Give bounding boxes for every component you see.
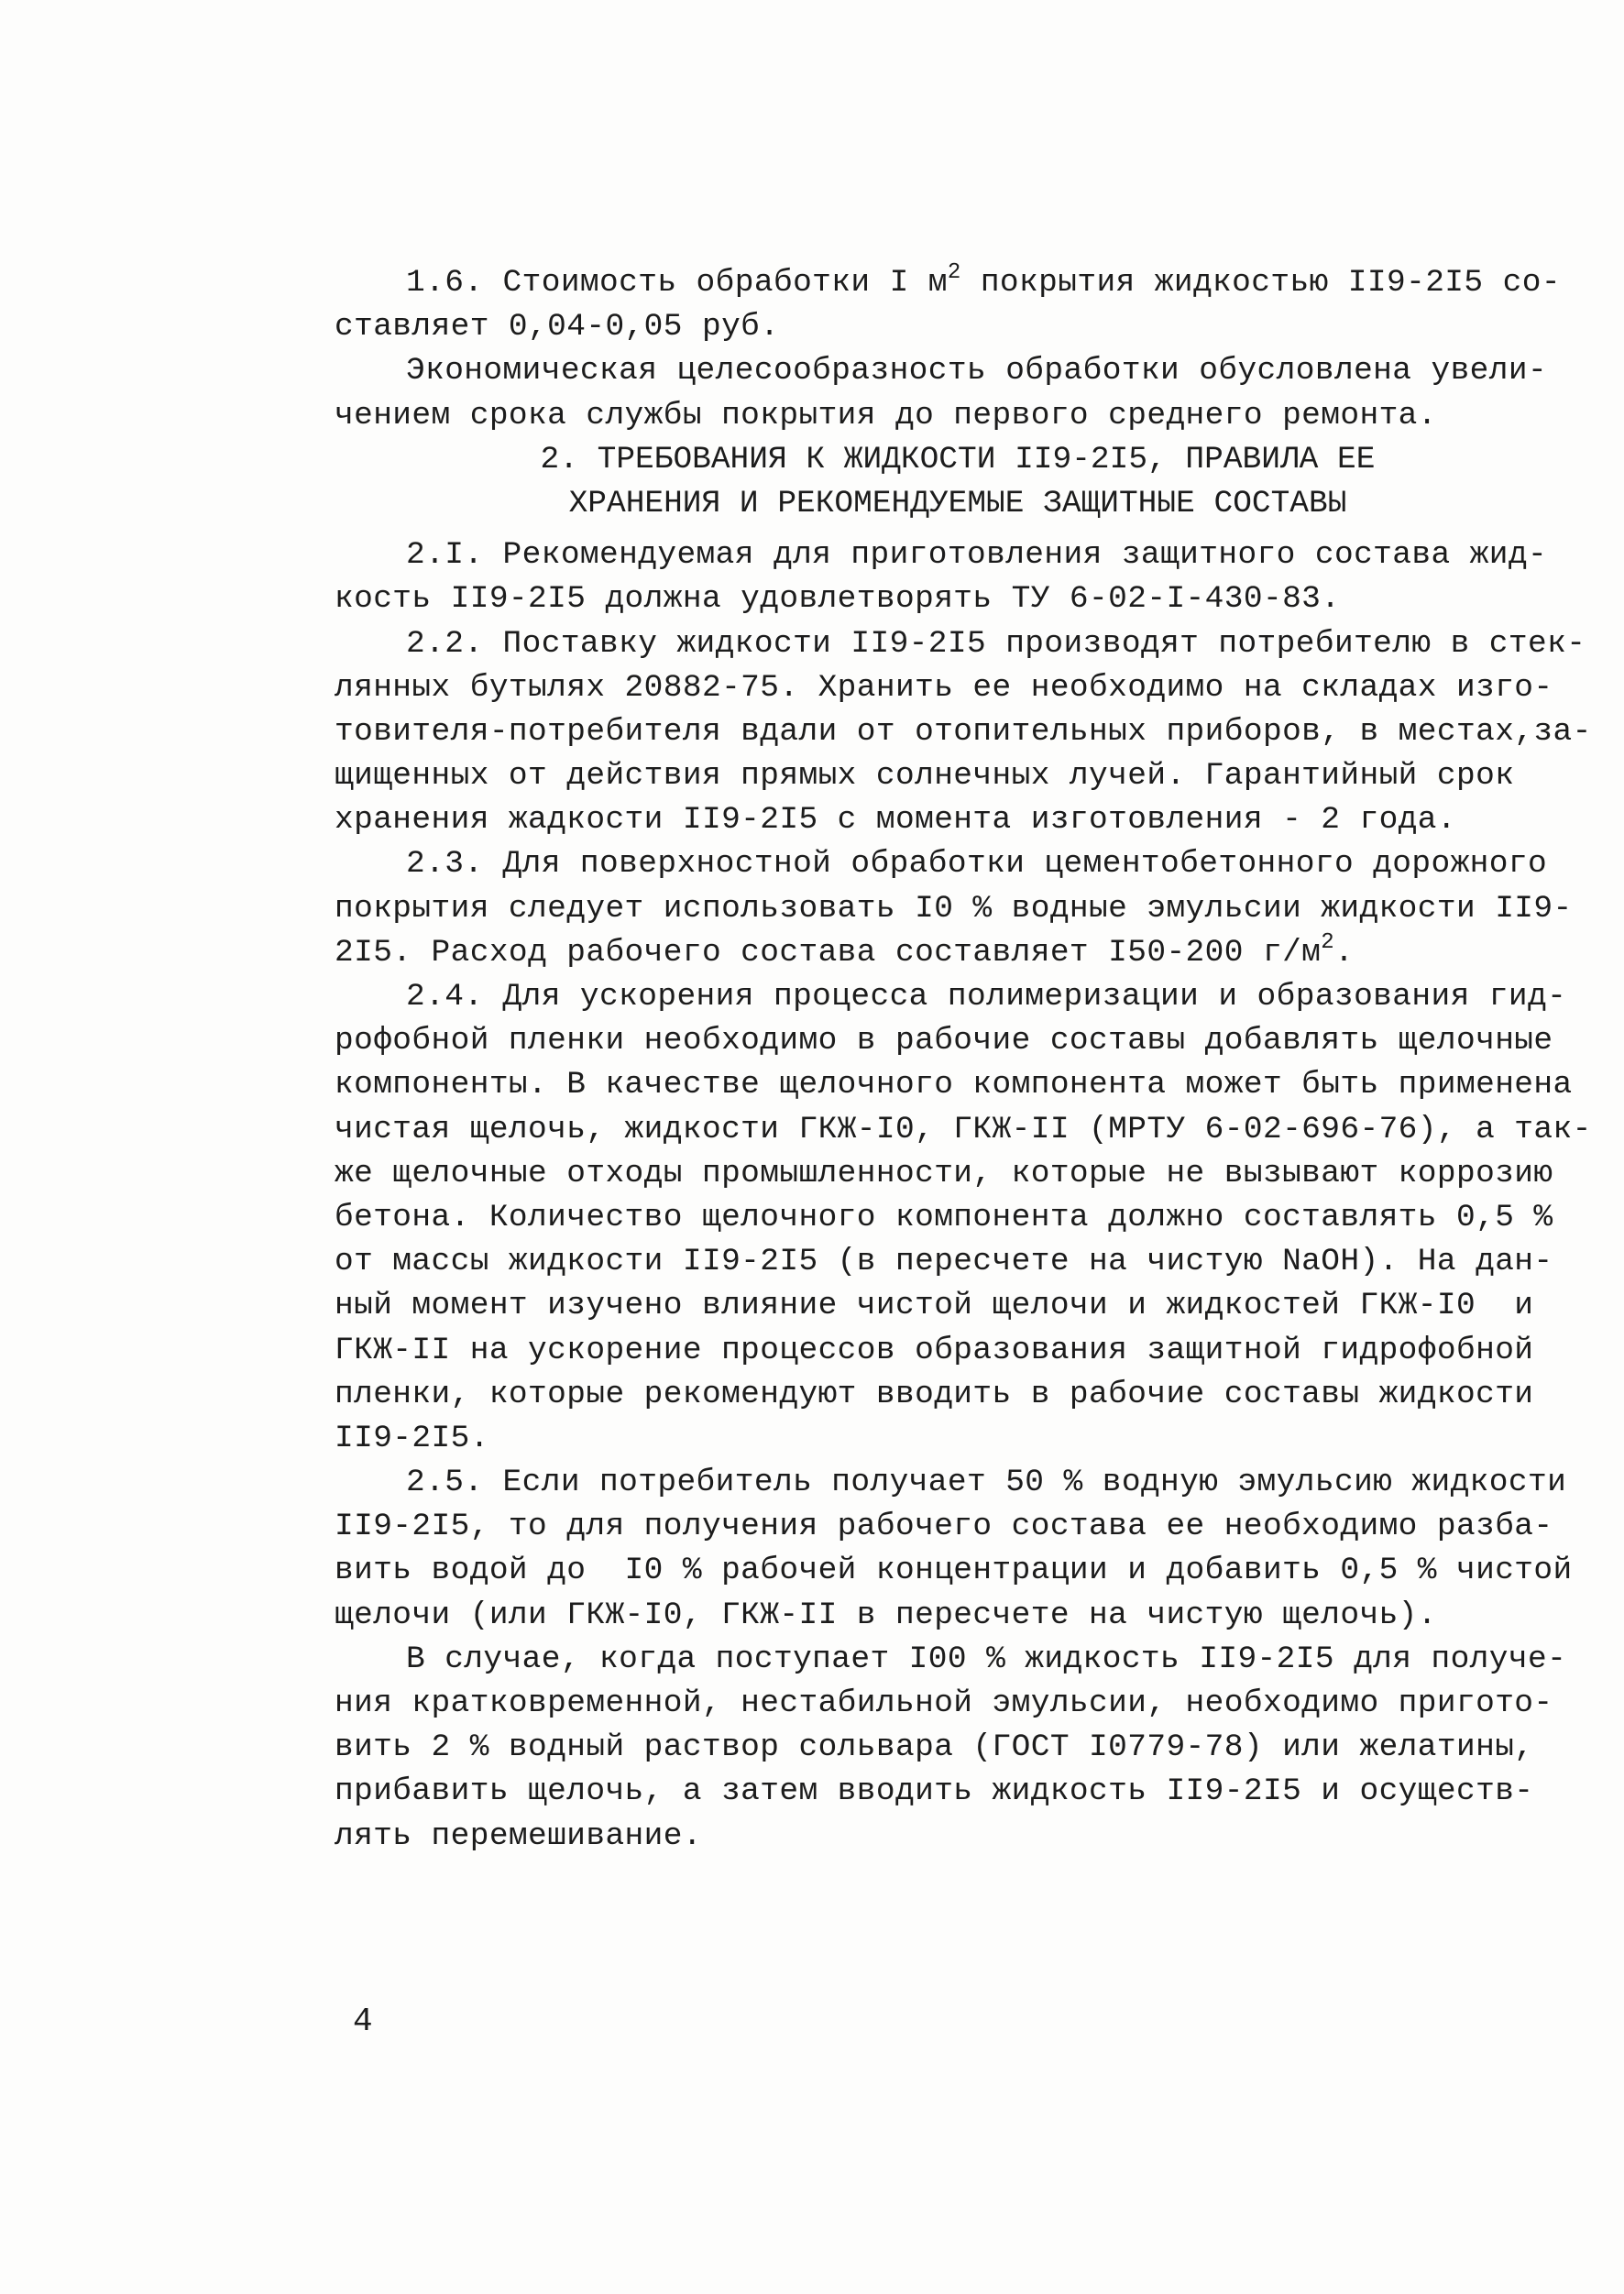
paragraph-2-5-line-9: лять перемешивание. xyxy=(335,1817,702,1854)
paragraph-1-6-line-1 xyxy=(335,260,1561,305)
spacer xyxy=(335,526,1526,533)
paragraph-2-5-line-4: щелочи (или ГКЖ-I0, ГКЖ-II в пересчете на чистую щелочь). xyxy=(335,1597,1437,1633)
paragraph-2-5-line-3: вить водой до I0 % рабочей концентрации и добавить 0,5 % чистой xyxy=(335,1553,1573,1589)
text-run: . xyxy=(1334,934,1355,971)
text-run: покрытия жидкостью II9-2I5 со- xyxy=(960,265,1561,301)
paragraph-2-5-line-6: ния кратковременной, нестабильной эмульсии, необходимо пригото- xyxy=(335,1685,1553,1721)
superscript: 2 xyxy=(1321,929,1335,955)
paragraph-2-2-line-4: щищенных от действия прямых солнечных лучей. Гарантийный срок xyxy=(335,758,1515,795)
paragraph-2-2-line-5: хранения жадкости II9-2I5 с момента изготовления - 2 года. xyxy=(335,802,1456,839)
paragraph-2-2-line-1: 2.2. Поставку жидкости II9-2I5 производят потребителю в стек- xyxy=(406,625,1586,662)
paragraph-2-5-line-8: прибавить щелочь, а затем вводить жидкость II9-2I5 и осуществ- xyxy=(335,1773,1534,1810)
paragraph-2-1-line-1: 2.I. Рекомендуемая для приготовления защитного состава жид- xyxy=(406,537,1548,574)
paragraph-2-5-line-5: В случае, когда поступает I00 % жидкость II9-2I5 для получе- xyxy=(406,1641,1567,1677)
paragraph-2-4-line-5: же щелочные отходы промышленности, которые не вызывают коррозию xyxy=(335,1155,1553,1191)
paragraph-2-5-line-2: II9-2I5, то для получения рабочего состава ее необходимо разба- xyxy=(335,1509,1553,1545)
paragraph-1-6-line-2: ставляет 0,04-0,05 руб. xyxy=(335,309,780,346)
section-2-title-line-2: ХРАНЕНИЯ И РЕКОМЕНДУЕМЫЕ ЗАЩИТНЫЕ СОСТАВЫ xyxy=(568,485,1347,521)
paragraph-2-3-line-3 xyxy=(335,931,1526,975)
text-run: 1.6. Стоимость обработки I м xyxy=(406,265,948,301)
paragraph-2-4-line-11: II9-2I5. xyxy=(335,1420,489,1456)
paragraph-2-4-line-8: ный момент изучено влияние чистой щелочи и жидкостей ГКЖ-I0 и xyxy=(335,1288,1534,1324)
paragraph-2-4-line-7: от массы жидкости II9-2I5 (в пересчете на чистую NaOH). На дан- xyxy=(335,1244,1553,1280)
paragraph-2-1-line-2: кость II9-2I5 должна удовлетворять ТУ 6-02-I-430-83. xyxy=(335,581,1341,618)
paragraph-2-4-line-3: компоненты. В качестве щелочного компонента может быть применена xyxy=(335,1067,1573,1103)
paragraph-2-5-line-1: 2.5. Если потребитель получает 50 % водную эмульсию жидкости xyxy=(406,1465,1567,1501)
paragraph-2-4-line-10: пленки, которые рекомендуют вводить в рабочие составы жидкости xyxy=(335,1376,1534,1412)
section-2-title-line-1: 2. ТРЕБОВАНИЯ К ЖИДКОСТИ II9-2I5, ПРАВИЛА ЕЕ xyxy=(540,441,1376,477)
document-body xyxy=(335,260,1592,1859)
paragraph-2-2-line-3: товителя-потребителя вдали от отопительных приборов, в местах,за- xyxy=(335,713,1592,750)
paragraph-2-4-line-2: рофобной пленки необходимо в рабочие составы добавлять щелочные xyxy=(335,1023,1553,1059)
paragraph-2-4-line-4: чистая щелочь, жидкости ГКЖ-I0, ГКЖ-II (МРТУ 6-02-696-76), а так- xyxy=(335,1111,1592,1147)
paragraph-2-4-line-6: бетона. Количество щелочного компонента должно составлять 0,5 % xyxy=(335,1199,1553,1235)
paragraph-2-4-line-9: ГКЖ-II на ускорение процессов образования защитной гидрофобной xyxy=(335,1332,1534,1368)
paragraph-2-5-line-7: вить 2 % водный раствор сольвара (ГОСТ I0779-78) или желатины, xyxy=(335,1729,1534,1766)
paragraph-2-3-line-2: покрытия следует использовать I0 % водные эмульсии жидкости II9- xyxy=(335,890,1573,927)
page-number: 4 xyxy=(353,2003,374,2040)
paragraph-2-3-line-1: 2.3. Для поверхностной обработки цементобетонного дорожного xyxy=(406,846,1548,883)
paragraph-economics-line-2: чением срока службы покрытия до первого среднего ремонта. xyxy=(335,397,1437,434)
superscript: 2 xyxy=(947,260,961,285)
paragraph-economics-line-1: Экономическая целесообразность обработки обусловлена увели- xyxy=(406,353,1548,390)
text-run: 2I5. Расход рабочего состава составляет I50-200 г/м xyxy=(335,934,1322,971)
paragraph-2-4-line-1: 2.4. Для ускорения процесса полимеризации и образования гид- xyxy=(406,979,1567,1015)
paragraph-2-2-line-2: лянных бутылях 20882-75. Хранить ее необходимо на складах изго- xyxy=(335,669,1553,706)
